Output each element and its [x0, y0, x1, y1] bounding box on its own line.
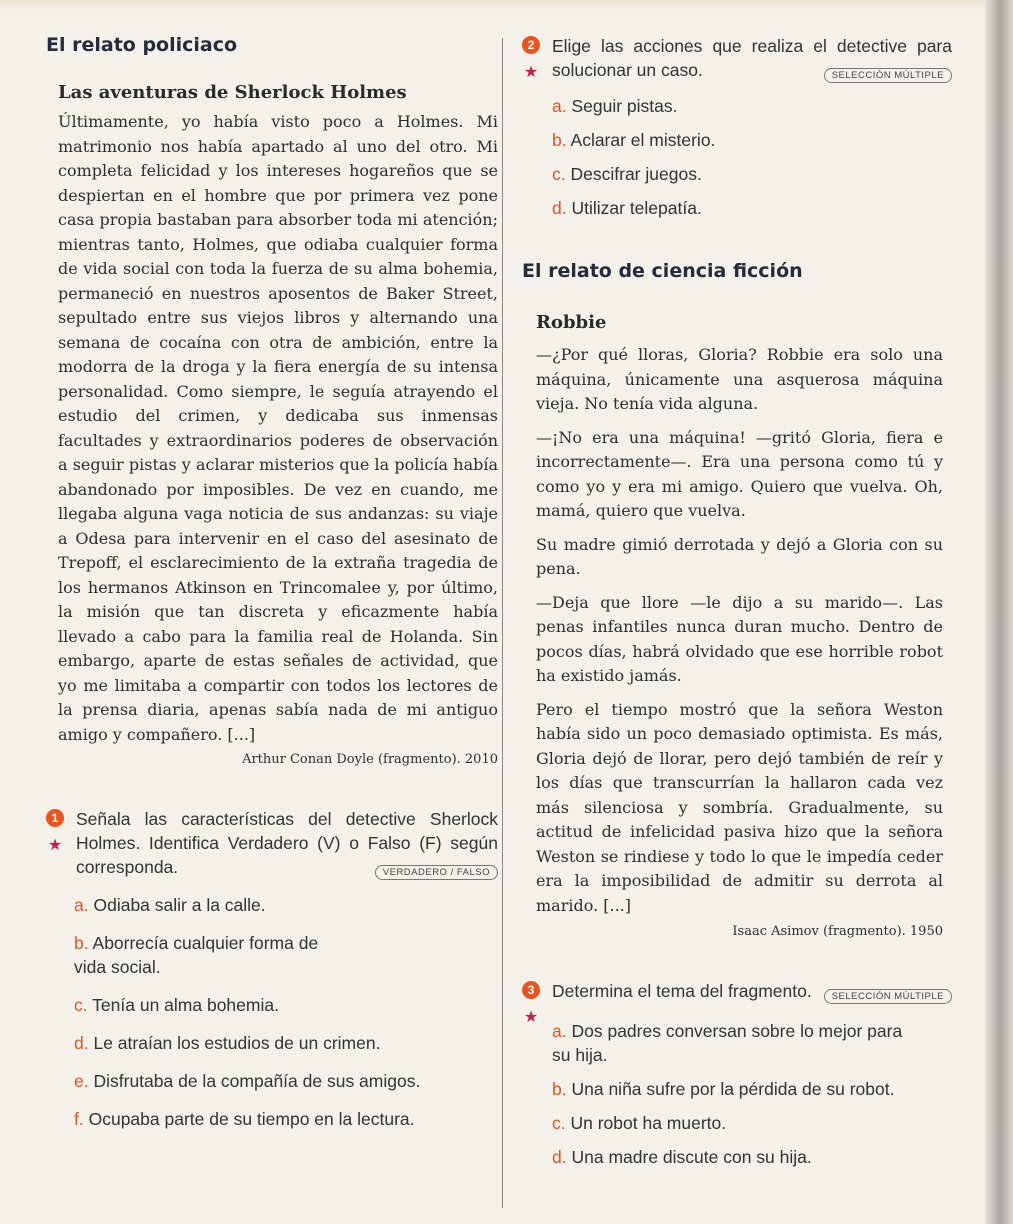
activity-1-prompt-text: Señala las características del detective Sherlock Holmes. Identifica Verdadero (V) o Falso (F) según corresponda.: [76, 809, 498, 877]
column-divider: [502, 38, 503, 1208]
paragraph: Su madre gimió derrotada y dejó a Gloria con su pena.: [536, 534, 943, 578]
star-icon: ★: [523, 64, 539, 81]
activity-1-prompt: [76, 807, 498, 879]
option-letter: a.: [552, 96, 567, 116]
option-text: Le atraían los estudios de un crimen.: [93, 1033, 381, 1053]
activity-1-options: [74, 893, 498, 1131]
option-text: Disfrutaba de la compañía de sus amigos.: [93, 1071, 421, 1091]
option-letter: a.: [552, 1021, 567, 1041]
option-letter: c.: [552, 164, 566, 184]
option-text: Una niña sufre por la pérdida de su robot.: [571, 1079, 895, 1099]
activity-number-badge: 3: [522, 981, 540, 999]
option-text: Odiaba salir a la calle.: [93, 895, 266, 915]
option-text: Seguir pistas.: [571, 96, 678, 116]
page-top-band: [0, 0, 1013, 10]
story-text-holmes: Últimamente, yo había visto poco a Holmes. Mi matrimonio nos había apartado al uno del otro. Mi completa felicidad y los intereses hogareños que se despiertan en el hombre que por primera vez pone casa propia bastaban para absorber toda mi atención; mientras tanto, Holmes, que odiaba cualquier forma de vida social con toda la fuerza de su alma bohemia, permaneció en nuestros aposentos de Baker Street, sepultado entre sus viejos libros y alternando una semana de cocaína con otra de ambición, entre la modorra de la droga y la fiera energía de su intensa personalidad. Como siempre, le seguía atrayendo el estudio del crimen, y dedicaba sus inmensas facultades y extraordinarios poderes de observación a seguir pistas y aclarar misterios que la policía había abandonado por imposibles. De vez en cuando, me llegaba alguna vaga noticia de sus andanzas: su viaje a Odesa para intervenir en el caso del asesinato de Trepoff, el esclarecimiento de la extraña tragedia de los hermanos Atkinson en Trincomalee y, por último, la misión que tan discreta y eficazmente había llevado a cabo para la familia real de Holanda. Sin embargo, aparte de estas señales de actividad, que yo me limitaba a compartir con todos los lectores de la prensa diaria, apenas sabía nada de mi antiguo amigo y compañero. [...]: [58, 112, 498, 744]
option-letter: c.: [74, 995, 88, 1015]
activity-3-prompt-text: Determina el tema del fragmento.: [552, 981, 812, 1001]
activity-number-badge: 2: [522, 36, 540, 54]
paragraph: —¡No era una máquina! —gritó Gloria, fiera e incorrectamente—. Era una persona como tú y como yo y era mi amigo. Quiero que vuelva. Oh, mamá, quiero que vuelva.: [536, 427, 943, 520]
option-b[interactable]: [552, 1077, 952, 1101]
option-text: Dos padres conversan sobre lo mejor para su hija.: [552, 1021, 903, 1065]
option-text: Descifrar juegos.: [570, 164, 702, 184]
activity-2-prompt-text: Elige las acciones que realiza el detective para solucionar un caso.: [552, 36, 952, 80]
activity-2: [522, 34, 952, 220]
activity-3-options: [552, 1019, 952, 1169]
paragraph: —Deja que llore —le dijo a su marido—. Las penas infantiles nunca duran mucho. Dentro de pocos días, habrá olvidado que ese horrible robot ha existido jamás.: [536, 592, 943, 685]
section-title-ciencia-ficcion: El relato de ciencia ficción: [522, 260, 803, 282]
option-letter: b.: [552, 1079, 567, 1099]
activity-3-prompt: [552, 979, 952, 1003]
option-text: Aborrecía cualquier forma de vida social.: [74, 933, 319, 977]
story-title-robbie: Robbie: [536, 312, 607, 333]
option-text: Aclarar el misterio.: [570, 130, 716, 150]
option-text: Una madre discute con su hija.: [571, 1147, 812, 1167]
option-b[interactable]: [552, 128, 952, 152]
attribution-robbie: Isaac Asimov (fragmento). 1950: [732, 924, 943, 939]
activity-2-prompt: [552, 34, 952, 82]
option-text: Ocupaba parte de su tiempo en la lectura.: [88, 1109, 415, 1129]
story-title-holmes: Las aventuras de Sherlock Holmes: [58, 82, 407, 103]
section-title-policiaco: El relato policiaco: [46, 34, 238, 56]
star-icon: ★: [523, 1009, 539, 1026]
activity-2-options: [552, 94, 952, 220]
option-a[interactable]: [552, 94, 952, 118]
left-column: [46, 34, 498, 1131]
option-c[interactable]: [552, 1111, 952, 1135]
option-letter: b.: [552, 130, 567, 150]
option-letter: d.: [552, 1147, 567, 1167]
option-a[interactable]: [74, 893, 498, 917]
option-text: Utilizar telepatía.: [571, 198, 702, 218]
option-b[interactable]: [74, 931, 344, 979]
option-c[interactable]: [74, 993, 498, 1017]
option-text: Tenía un alma bohemia.: [92, 995, 279, 1015]
option-d[interactable]: [74, 1031, 498, 1055]
option-letter: e.: [74, 1071, 89, 1091]
story-text-robbie: [536, 343, 943, 939]
activity-number-badge: 1: [46, 809, 64, 827]
paragraph: —¿Por qué lloras, Gloria? Robbie era solo una máquina, únicamente una asquerosa máquina vieja. No tenía vida alguna.: [536, 345, 943, 413]
option-f[interactable]: [74, 1107, 498, 1131]
option-letter: d.: [74, 1033, 89, 1053]
option-letter: c.: [552, 1113, 566, 1133]
option-letter: a.: [74, 895, 89, 915]
option-d[interactable]: [552, 1145, 952, 1169]
answer-type-tag: VERDADERO / FALSO: [375, 865, 498, 880]
option-letter: d.: [552, 198, 567, 218]
option-c[interactable]: [552, 162, 952, 186]
page-binding-edge: [985, 0, 1013, 1224]
attribution-holmes: Arthur Conan Doyle (fragmento). 2010: [242, 752, 498, 767]
right-column: [522, 34, 952, 1169]
option-letter: b.: [74, 933, 89, 953]
paragraph: Pero el tiempo mostró que la señora Weston había sido un poco demasiado optimista. Es más, Gloria dejó de llorar, pero dejó también de reír y los días que transcurrían la hallaron cada vez más silenciosa y sombría. Gradualmente, su actitud de infelicidad pasiva hizo que la señora Weston se rindiese y todo lo que le impedía ceder era la imposibilidad de admitir su derrota al marido. [...]: [536, 699, 943, 915]
answer-type-tag: SELECCIÓN MÚLTIPLE: [824, 68, 952, 83]
option-e[interactable]: [74, 1069, 498, 1093]
activity-1: [46, 807, 498, 1131]
option-a[interactable]: [552, 1019, 912, 1067]
activity-3: [522, 979, 952, 1169]
option-letter: f.: [74, 1109, 84, 1129]
star-icon: ★: [47, 837, 63, 854]
option-text: Un robot ha muerto.: [570, 1113, 727, 1133]
option-d[interactable]: [552, 196, 952, 220]
answer-type-tag: SELECCIÓN MÚLTIPLE: [824, 989, 952, 1004]
